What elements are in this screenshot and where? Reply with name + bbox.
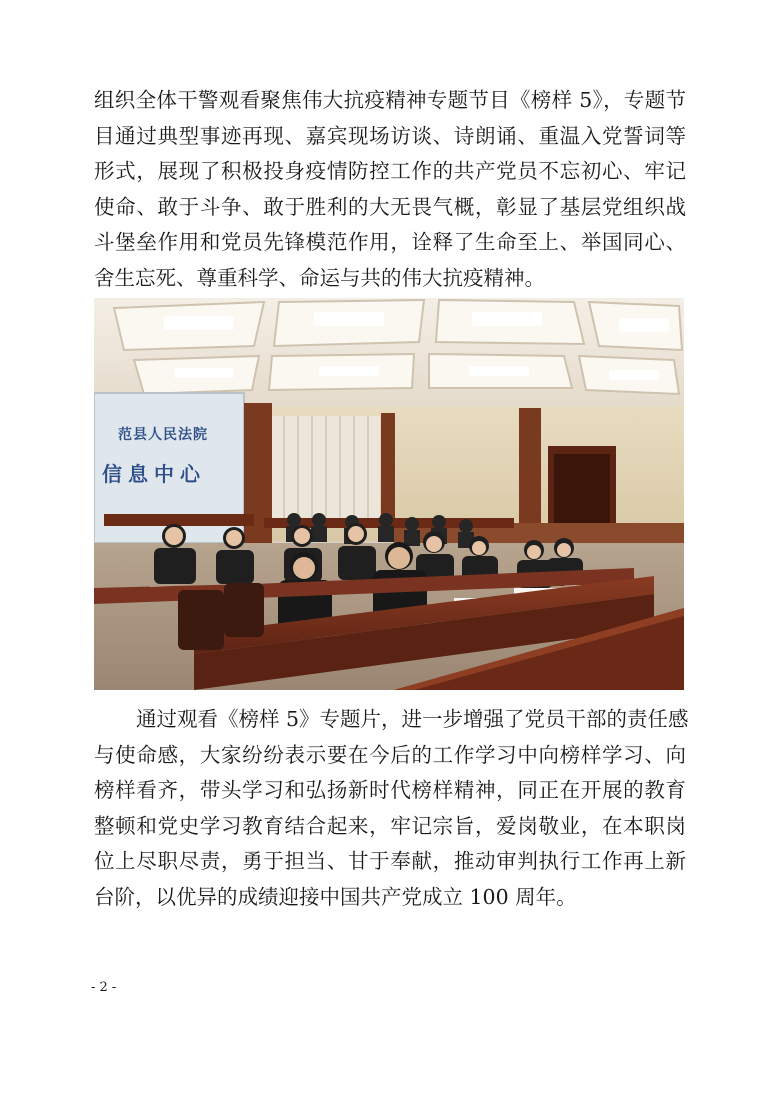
paragraph-1-line: 舍生忘死、尊重科学、命运与共的伟大抗疫精神。 [94, 265, 545, 290]
paragraph-2-line: 榜样看齐，带头学习和弘扬新时代榜样精神，同正在开展的教育 [94, 778, 686, 802]
sign-info-center: 信息中心 [102, 462, 206, 486]
paragraph-1-line: 斗堡垒作用和党员先锋模范作用，诠释了生命至上、举国同心、 [94, 230, 686, 254]
meeting-photo [94, 298, 684, 690]
paragraph-2-line: 位上尽职尽责，勇于担当、甘于奉献，推动审判执行工作再上新 [94, 849, 686, 873]
sign-court-name: 范县人民法院 [118, 427, 208, 443]
paragraph-2-line: 台阶，以优异的成绩迎接中国共产党成立 100 周年。 [94, 884, 577, 909]
meeting-photo-illustration [94, 298, 684, 690]
paragraph-2-line: 通过观看《榜样 5》专题片，进一步增强了党员干部的责任感 [136, 707, 689, 731]
paragraph-2 [94, 702, 689, 915]
paragraph-1-line: 目通过典型事迹再现、嘉宾现场访谈、诗朗诵、重温入党誓词等 [94, 123, 686, 148]
paragraph-1 [94, 83, 686, 296]
paragraph-2-line: 整顿和党史学习教育结合起来，牢记宗旨，爱岗敬业，在本职岗 [94, 813, 686, 838]
paragraph-1-line: 使命、敢于斗争、敢于胜利的大无畏气概，彰显了基层党组织战 [94, 194, 686, 219]
paragraph-1-line: 形式，展现了积极投身疫情防控工作的共产党员不忘初心、牢记 [94, 159, 686, 183]
paragraph-2-line: 与使命感，大家纷纷表示要在今后的工作学习中向榜样学习、向 [94, 742, 686, 767]
paragraph-1-line: 组织全体干警观看聚焦伟大抗疫精神专题节目《榜样 5》，专题节 [94, 88, 686, 112]
page-number: - 2 - [91, 980, 117, 995]
